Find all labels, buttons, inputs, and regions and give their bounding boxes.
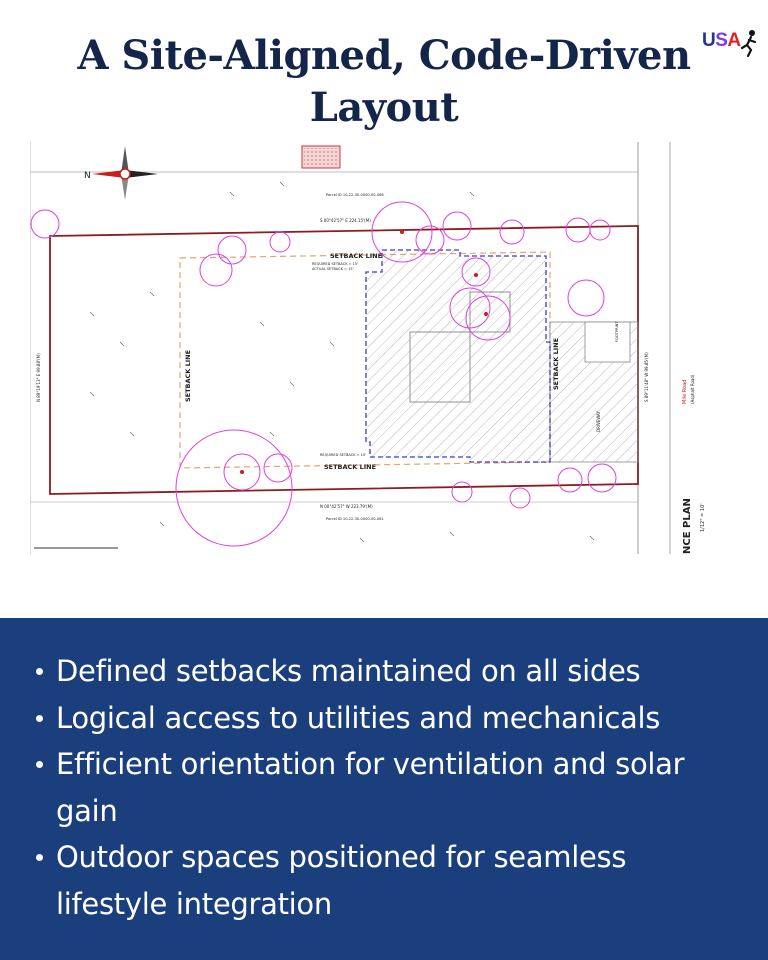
parcel-top: Parcel ID 10-22-30-0000-00-066: [326, 193, 384, 197]
bearing-bottom: N 00°42'57" W 223.79'(M): [320, 504, 373, 509]
bullet-icon: [36, 854, 43, 861]
bearing-top: S 00°42'57" E 224.15'(M): [320, 218, 371, 223]
feature-text: Efficient orientation for ventilation and solar gain: [56, 747, 685, 828]
list-item: [36, 834, 742, 927]
feature-text: Defined setbacks maintained on all sides: [56, 654, 641, 688]
setback-label-right: SETBACK LINE: [552, 337, 560, 390]
feature-list: [0, 618, 768, 927]
scale-label: 1/12" = 10': [700, 503, 706, 532]
bullet-icon: [36, 668, 43, 675]
setback-label-top: SETBACK LINE: [330, 252, 383, 260]
road-sub-label: (Asphalt Road): [690, 374, 695, 404]
parcel-bottom: Parcel ID 10-22-30-0000-00-061: [326, 517, 384, 521]
site-plan-drawing: [30, 142, 740, 554]
bearing-right: S 89°11'48" W 99.85'(M): [644, 352, 649, 402]
page-title: A Site-Aligned, Code-Driven Layout: [77, 32, 691, 131]
road-label: Mile Road: [682, 379, 688, 404]
logo-text: USA: [702, 30, 741, 51]
list-item: [36, 741, 742, 834]
north-arrow-icon: [84, 146, 158, 200]
setback-label-left: SETBACK LINE: [184, 349, 192, 402]
setback-label-bottom: SETBACK LINE: [324, 463, 377, 471]
plan-title-label: NCE PLAN: [682, 498, 693, 554]
feature-text: Logical access to utilities and mechanicals: [56, 700, 661, 735]
usa-logo: [702, 18, 758, 70]
setback-note-bottom: REQUIRED SETBACK = 10': [320, 453, 367, 457]
bullet-icon: [36, 761, 43, 768]
setback-note-2: ACTUAL SETBACK = 15': [312, 267, 354, 271]
driveway-label: DRIVEWAY: [596, 411, 601, 432]
runner-icon: [702, 18, 758, 70]
footprint-label: FOOTPRINT: [615, 321, 619, 342]
features-panel: [0, 618, 768, 960]
bullet-icon: [36, 715, 43, 722]
setback-note-1: REQUIRED SETBACK = 15': [312, 262, 359, 266]
feature-text: Outdoor spaces positioned for seamless lifestyle integration: [56, 840, 627, 921]
list-item: [36, 648, 742, 695]
svg-text:N: N: [84, 171, 91, 181]
bearing-left: N 89°19'13" E 99.88'(M): [36, 353, 41, 402]
list-item: [36, 695, 742, 742]
